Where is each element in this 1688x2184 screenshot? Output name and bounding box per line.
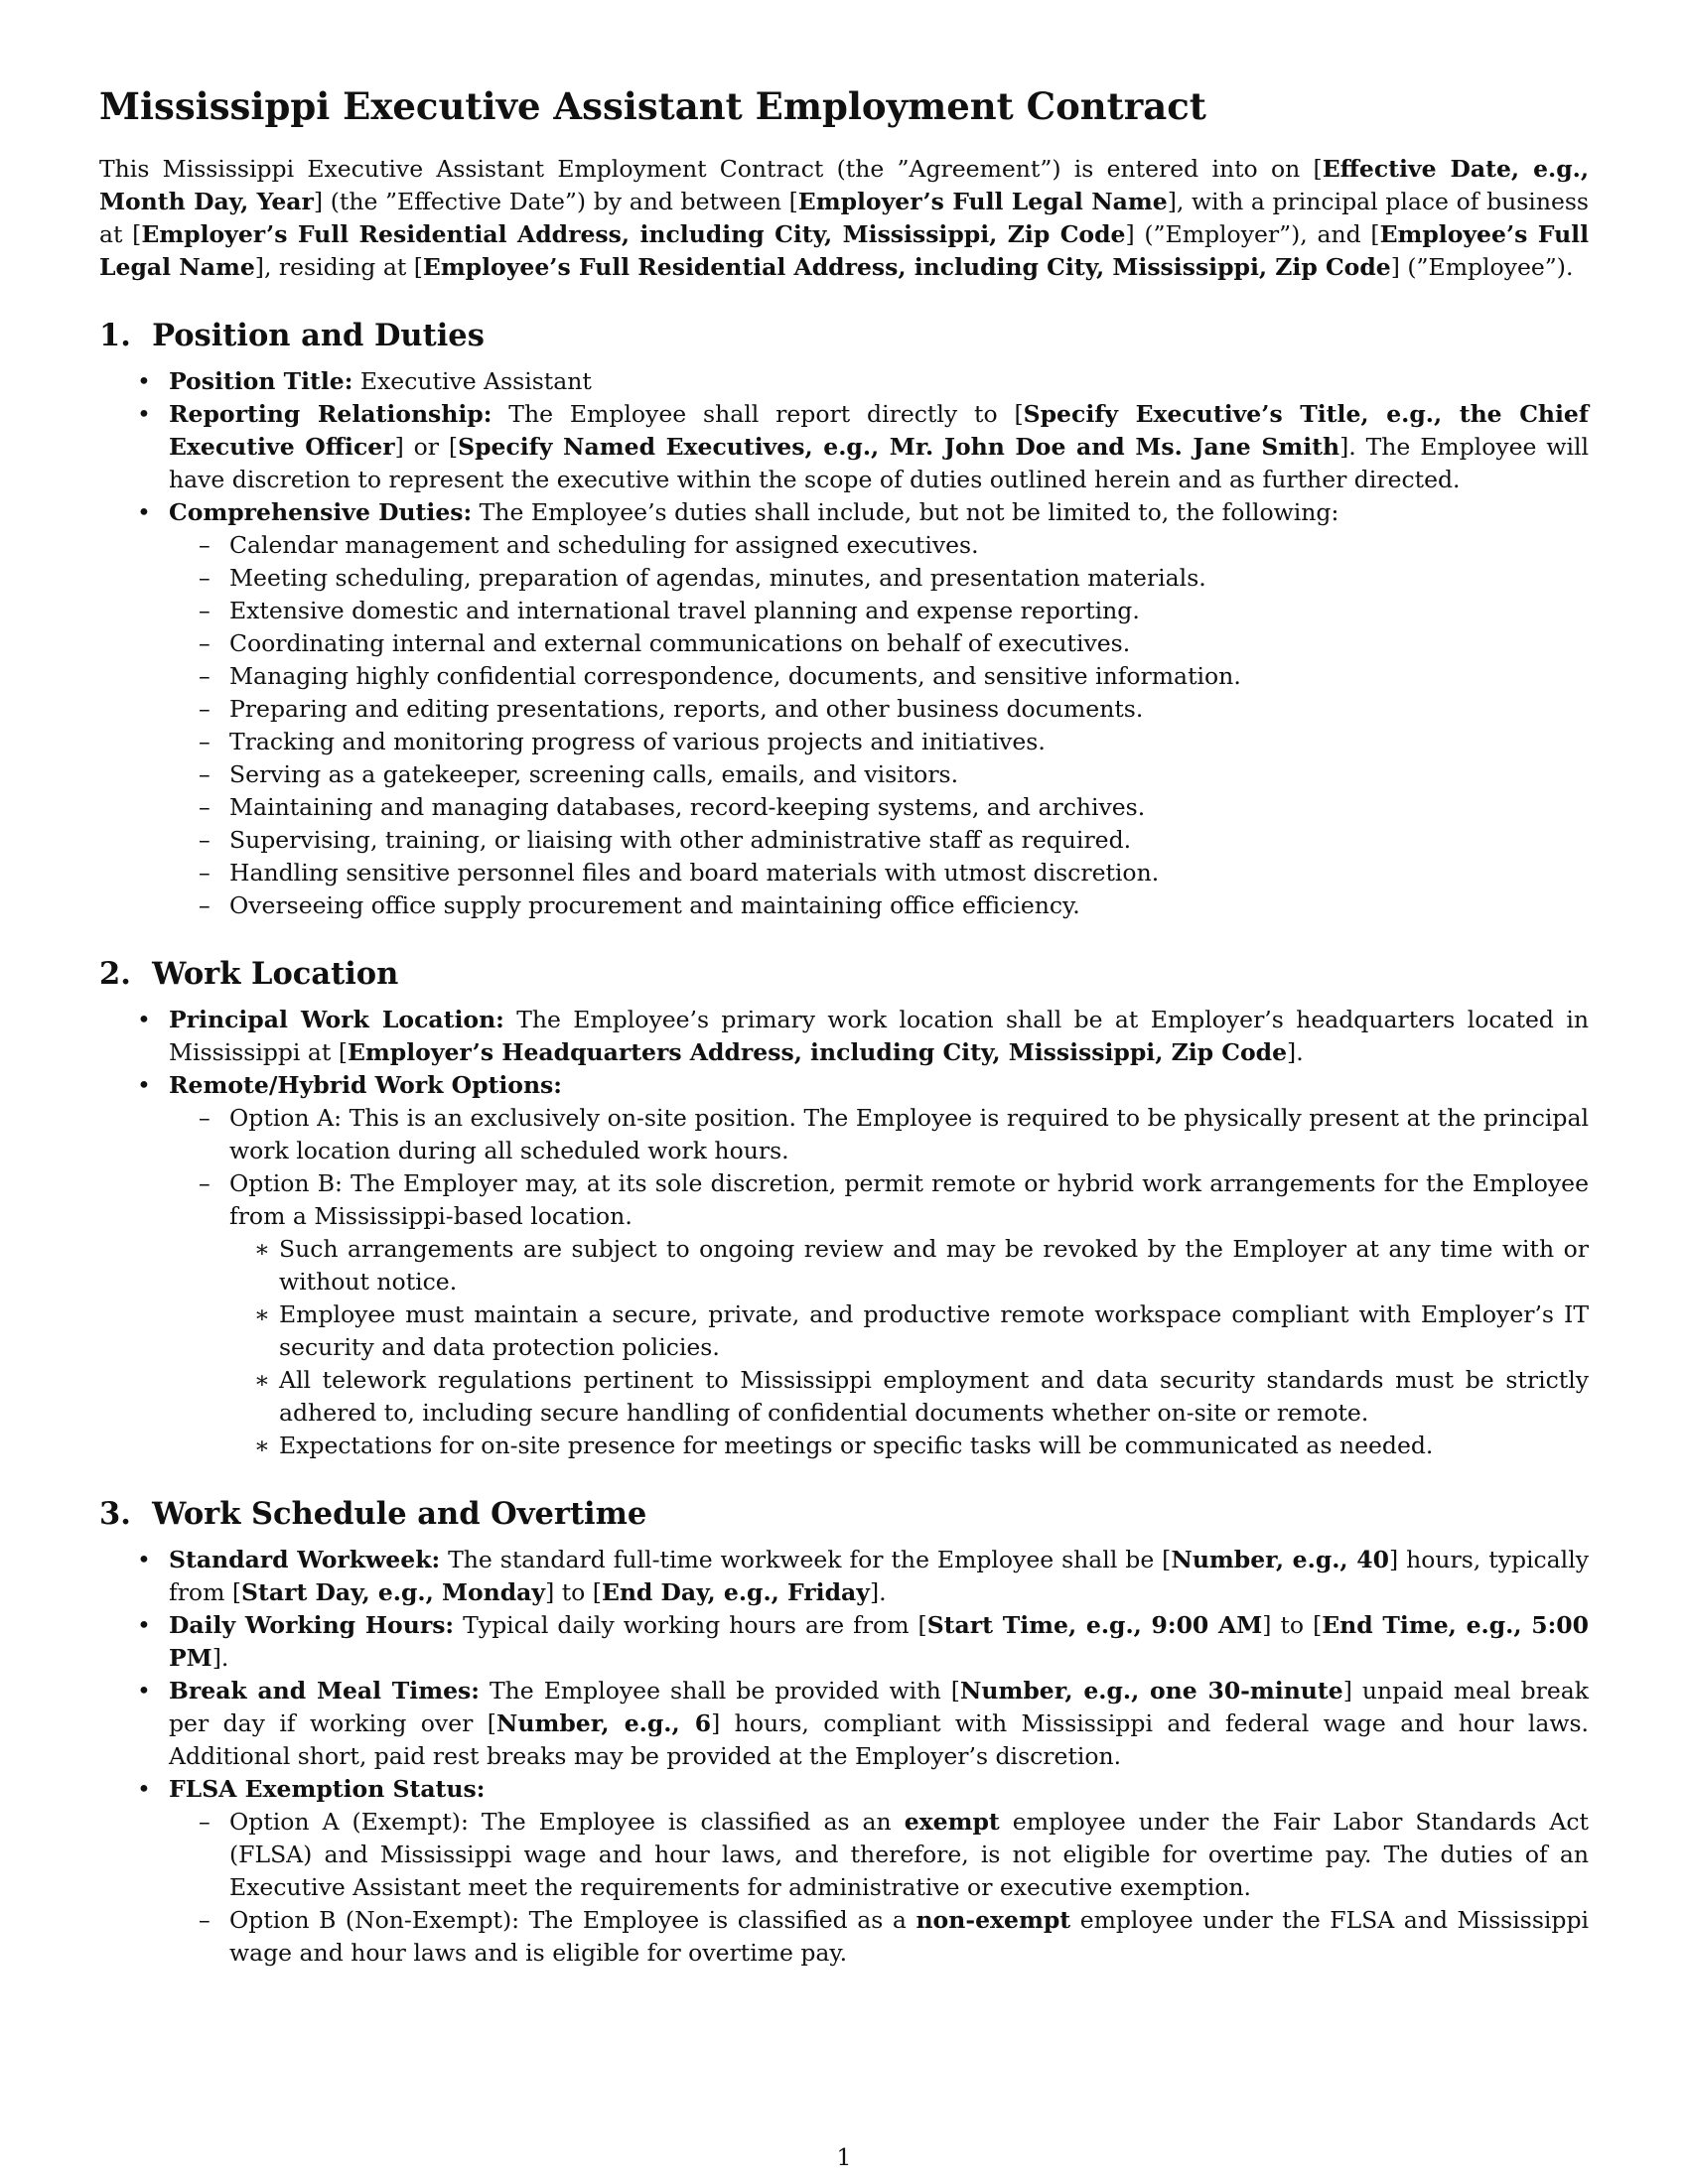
text-run: Handling sensitive personnel files and board materials with utmost discretion. [229,859,1160,887]
bold-text: FLSA Exemption Status: [169,1775,486,1803]
bold-text: Effective Date, e.g., Month Day, Year [99,155,1589,215]
bold-text: Comprehensive Duties: [169,498,473,526]
text-run: ] (”Employer”), and [ [1125,220,1380,248]
list-item [169,1806,1589,1904]
bullet-list [99,365,1589,922]
bold-text: End Time, e.g., 5:00 PM [169,1611,1589,1672]
text-run: employee under the FLSA and Mississippi wage and hour laws and is eligible for overtime pay. [229,1906,1589,1967]
bold-text: non-exempt [915,1906,1071,1934]
list-item [169,857,1589,889]
bold-text: Break and Meal Times: [169,1677,480,1705]
text-run: ] unpaid meal break per day if working over [ [169,1677,1590,1737]
text-run: employee under the Fair Labor Standards Act (FLSA) and Mississippi wage and hour laws, and therefore, is not eligible for overtime pay. The duties of an Executive Assistant meet the requirements for administrative or executive exemption. [229,1808,1589,1901]
text-run: ], residing at [ [254,253,423,281]
text-run: This Mississippi Executive Assistant Employment Contract (the ”Agreement”) is entered into on [ [99,155,1323,183]
bold-text: Position Title: [169,367,353,395]
text-run: Preparing and editing presentations, reports, and other business documents. [229,695,1144,723]
list-item [229,1430,1589,1462]
bold-text: Daily Working Hours: [169,1611,455,1639]
document-page [99,83,1589,1970]
text-run: Option A (Exempt): The Employee is classified as an [229,1808,905,1836]
list-item [169,1102,1589,1167]
list-item [99,1773,1589,1970]
list-item [99,398,1589,496]
text-run: Maintaining and managing databases, record-keeping systems, and archives. [229,793,1146,821]
sub-list [169,1102,1589,1462]
text-run: The Employee’s duties shall include, but not be limited to, the following: [472,498,1339,526]
text-run: Tracking and monitoring progress of various projects and initiatives. [229,728,1046,755]
sub-sub-list [229,1233,1589,1462]
page-number: 1 [836,2143,852,2171]
list-item [169,595,1589,627]
text-run: ] or [ [394,433,459,461]
list-item [229,1233,1589,1298]
text-run: ], with a principal place of business at [ [99,188,1589,248]
bold-text: Employee’s Full Legal Name [99,220,1590,281]
sub-list [169,529,1589,922]
list-item [99,496,1589,922]
list-item [169,726,1589,758]
text-run: The Employee shall be provided with [ [479,1677,960,1705]
bold-text: Reporting Relationship: [169,400,492,428]
text-run: The standard full-time workweek for the Employee shall be [ [440,1546,1172,1573]
list-item [169,1904,1589,1970]
intro-paragraph [99,153,1589,284]
bold-text: Start Time, e.g., 9:00 AM [926,1611,1263,1639]
bold-text: Specify Executive’s Title, e.g., the Chief Executive Officer [169,400,1589,461]
text-run: The Employee’s primary work location shall be at Employer’s headquarters located in Mississippi at [ [169,1006,1590,1066]
text-run: The Employee shall report directly to [ [492,400,1024,428]
text-run: ] hours, compliant with Mississippi and federal wage and hour laws. Additional short, paid rest breaks may be provided at the Employer’s discretion. [169,1709,1590,1770]
text-run: ]. [869,1578,887,1606]
bold-text: Employer’s Full Legal Name [797,188,1168,215]
list-item [169,627,1589,660]
list-item [169,1167,1589,1462]
text-run: ] hours, typically from [ [169,1546,1589,1606]
text-run: ] (the ”Effective Date”) by and between [ [313,188,798,215]
text-run: Typical daily working hours are from [ [454,1611,927,1639]
bullet-list [99,1004,1589,1462]
text-run: Serving as a gatekeeper, screening calls, emails, and visitors. [229,760,959,788]
bold-text: Employer’s Full Residential Address, including City, Mississippi, Zip Code [141,220,1126,248]
section-heading: 1. Position and Duties [99,318,485,353]
text-run: ]. The Employee will have discretion to represent the executive within the scope of duties outlined herein and as further directed. [169,433,1589,493]
sub-list [169,1806,1589,1970]
text-run: Executive Assistant [352,367,592,395]
text-run: All telework regulations pertinent to Mississippi employment and data security standards must be strictly adhered to, including secure handling of confidential documents whether on-site or remote. [279,1366,1589,1427]
list-item [99,1609,1589,1675]
list-item [169,889,1589,922]
bold-text: Standard Workweek: [169,1546,441,1573]
text-run: Such arrangements are subject to ongoing review and may be revoked by the Employer at any time with or without notice. [279,1235,1589,1296]
section-heading: 2. Work Location [99,956,399,992]
text-run: ] to [ [545,1578,602,1606]
list-item [169,693,1589,726]
text-run: ]. [211,1644,229,1672]
list-item [169,758,1589,791]
text-run: Overseeing office supply procurement and maintaining office efficiency. [229,891,1080,919]
bold-text: Start Day, e.g., Monday [241,1578,546,1606]
bold-text: Remote/Hybrid Work Options: [169,1071,562,1099]
list-item [99,1544,1589,1609]
text-run: Option A: This is an exclusively on-site position. The Employee is required to be physically present at the principal work location during all scheduled work hours. [229,1104,1589,1164]
bold-text: Employee’s Full Residential Address, including City, Mississippi, Zip Code [422,253,1391,281]
text-run: Extensive domestic and international travel planning and expense reporting. [229,597,1140,624]
text-run: Coordinating internal and external communications on behalf of executives. [229,629,1131,657]
text-run: Managing highly confidential correspondence, documents, and sensitive information. [229,662,1241,690]
bold-text: Specify Named Executives, e.g., Mr. John Doe and Ms. Jane Smith [458,433,1340,461]
bold-text: exempt [904,1808,1000,1836]
bold-text: Number, e.g., 40 [1171,1546,1389,1573]
list-item [169,660,1589,693]
text-run: ]. [1287,1038,1304,1066]
list-item [169,562,1589,595]
bold-text: End Day, e.g., Friday [601,1578,870,1606]
list-item [99,1069,1589,1462]
list-item [169,529,1589,562]
text-run: Option B (Non-Exempt): The Employee is classified as a [229,1906,916,1934]
text-run: ] (”Employee”). [1390,253,1574,281]
bullet-list [99,1544,1589,1970]
list-item [99,1675,1589,1773]
list-item [229,1298,1589,1364]
bold-text: Number, e.g., one 30-minute [959,1677,1343,1705]
sections-container [99,316,1589,1970]
text-run: Option B: The Employer may, at its sole discretion, permit remote or hybrid work arrangements for the Employee from a Mississippi-based location. [229,1169,1589,1230]
text-run: Calendar management and scheduling for assigned executives. [229,531,979,559]
bold-text: Number, e.g., 6 [495,1709,712,1737]
text-run: Expectations for on-site presence for meetings or specific tasks will be communicated as needed. [279,1432,1434,1459]
list-item [99,365,1589,398]
document-title: Mississippi Executive Assistant Employment Contract [99,84,1206,128]
list-item [169,824,1589,857]
list-item [229,1364,1589,1430]
bold-text: Employer’s Headquarters Address, including City, Mississippi, Zip Code [348,1038,1288,1066]
section-heading: 3. Work Schedule and Overtime [99,1496,647,1532]
text-run: Employee must maintain a secure, private, and productive remote workspace compliant with Employer’s IT security and data protection policies. [279,1300,1589,1361]
list-item [99,1004,1589,1069]
text-run: ] to [ [1262,1611,1323,1639]
list-item [169,791,1589,824]
bold-text: Principal Work Location: [169,1006,504,1033]
text-run: Meeting scheduling, preparation of agendas, minutes, and presentation materials. [229,564,1206,592]
text-run: Supervising, training, or liaising with other administrative staff as required. [229,826,1132,854]
